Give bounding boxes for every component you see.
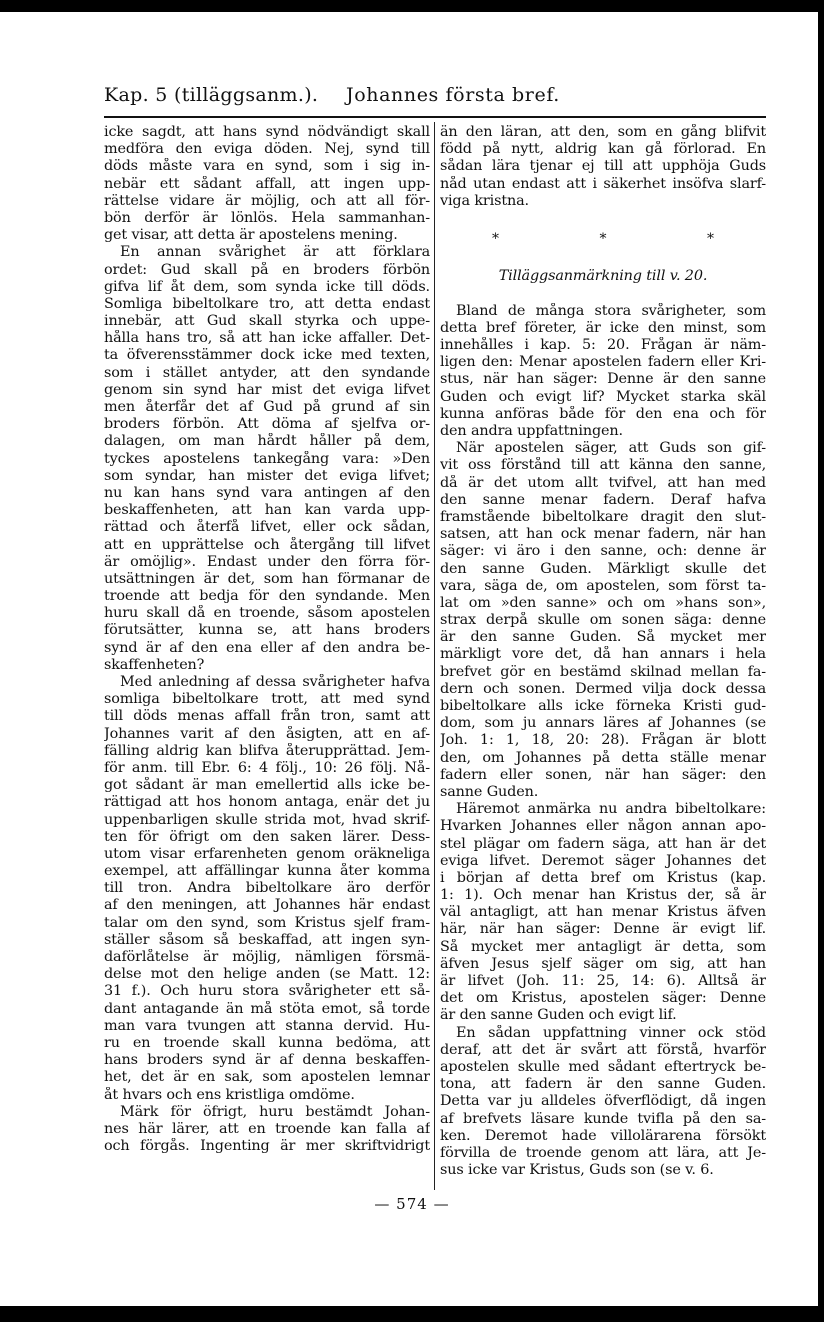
- text-line: genom sin synd har mist det eviga lifvet: [104, 381, 430, 398]
- text-line: men återfår det af Gud på grund af sin: [104, 399, 430, 415]
- text-line: märkligt vore det, då han annars i hela: [440, 646, 766, 663]
- text-line: somliga bibeltolkare trott, att med synd: [104, 691, 430, 708]
- text-line: äfven Jesus sjelf säger om sig, att han: [440, 955, 766, 972]
- text-line: att en upprättelse och återgång till lifvet: [104, 536, 430, 553]
- text-line: Hvarken Johannes eller någon annan apo-: [440, 818, 766, 835]
- text-line: rättad och återfå lifvet, eller ock sådan,: [104, 519, 430, 536]
- text-line: än den läran, att den, som en gång blifvit: [440, 124, 766, 140]
- text-line: Märk för öfrigt, huru bestämdt Johan-: [120, 1103, 430, 1120]
- right-column: [440, 124, 766, 1179]
- text-line: den andra uppfattningen.: [440, 423, 623, 439]
- text-line: Bland de många stora svårigheter, som: [456, 302, 766, 319]
- text-line: stus, när han säger: Denne är den sanne: [440, 371, 766, 388]
- text-line: medföra den eviga döden. Nej, synd till: [104, 141, 430, 158]
- text-line: exempel, att affällingar kunna åter komma: [104, 863, 430, 880]
- text-line: uppenbarligen skulle strida mot, hvad skrif-: [104, 811, 430, 828]
- text-line: apostelen skulle med sådant eftertryck be-: [440, 1058, 766, 1075]
- text-line: för anm. till Ebr. 6: 4 följ., 10: 26 följ. Nå-: [104, 759, 430, 776]
- text-line: skaffenheten?: [104, 656, 205, 673]
- text-line: här, när han säger: Denne är evigt lif.: [440, 921, 766, 938]
- text-line: dalagen, om man hårdt håller på dem,: [104, 433, 430, 450]
- text-line: got sådant är man emellertid alls icke be-: [104, 777, 430, 794]
- text-line: fälling aldrig kan blifva återupprättad. Jem-: [104, 742, 430, 759]
- header-rule: [104, 116, 766, 118]
- text-line: man vara tvungen att stanna dervid. Hu-: [104, 1017, 430, 1034]
- text-line: är den sanne Guden. Så mycket mer: [440, 629, 766, 646]
- text-line: stel plägar om fadern säga, att han är det: [440, 835, 766, 852]
- text-line: fadern eller sonen, när han säger: den: [440, 766, 766, 783]
- text-line: ordet: Gud skall på en broders förbön: [104, 261, 430, 278]
- text-line: utsättningen är det, som han förmanar de: [104, 570, 430, 587]
- text-line: Somliga bibeltolkare tro, att detta endast: [104, 295, 430, 312]
- text-line: Detta var ju alldeles öfverflödigt, då ingen: [440, 1093, 766, 1110]
- text-line: beskaffenheten, att han kan varda upp-: [104, 502, 430, 519]
- text-line: då är det utom allt tvifvel, att han med: [440, 474, 766, 491]
- column-divider: [434, 122, 435, 1190]
- text-line: utom visar erfarenheten genom oräkneliga: [104, 845, 430, 862]
- text-line: ken. Deremot hade villolärarena försökt: [440, 1127, 766, 1144]
- text-line: döds måste vara en synd, som i sig in-: [104, 158, 430, 175]
- text-line: åt hvars och ens kristliga omdöme.: [104, 1086, 355, 1103]
- text-line: En annan svårighet är att förklara: [120, 244, 430, 261]
- text-line: dom, som ju annars läres af Johannes (se: [440, 715, 766, 732]
- text-line: 31 f.). Och huru stora svårigheter ett så-: [104, 983, 430, 1000]
- text-line: ligen den: Menar apostelen fadern eller Kri-: [440, 354, 766, 371]
- text-line: gifva lif åt dem, som synda icke till döds.: [104, 278, 430, 295]
- text-line: är den sanne Guden och evigt lif.: [440, 1007, 677, 1024]
- text-line: lat om »den sanne» och om »hans son»,: [440, 594, 766, 611]
- text-line: sanne Guden.: [440, 783, 539, 800]
- text-line: af den meningen, att Johannes här endast: [104, 897, 430, 914]
- text-line: Joh. 1: 1, 18, 20: 28). Frågan är blott: [440, 732, 766, 749]
- text-line: deraf, att det är svårt att förstå, hvarför: [440, 1041, 766, 1058]
- text-line: troende att bedja för den syndande. Men: [104, 588, 430, 605]
- text-line: rättelse vidare är möjlig, och att all för-: [104, 192, 430, 209]
- text-line: väl antagligt, att han menar Kristus äfven: [440, 904, 766, 921]
- page-number: — 574 —: [374, 1195, 450, 1213]
- text-line: broders förbön. Att döma af sjelfva or-: [104, 416, 430, 433]
- text-line: tona, att fadern är den sanne Guden.: [440, 1076, 766, 1093]
- text-line: den sanne Guden. Märkligt skulle det: [440, 560, 766, 577]
- right-column-intro: [440, 124, 766, 210]
- text-line: Guden och evigt lif? Mycket starka skäl: [440, 388, 766, 405]
- scan-top-border: [0, 0, 824, 12]
- scan-right-border: [818, 12, 824, 1306]
- right-column-body: [440, 303, 766, 1180]
- text-line: född på nytt, aldrig kan gå förlorad. En: [440, 141, 766, 158]
- text-line: get visar, att detta är apostelens mening.: [104, 227, 398, 244]
- text-line: nåd utan endast att i säkerhet insöfva slarf-: [440, 175, 766, 192]
- left-column: [104, 124, 430, 1155]
- text-line: till döds menas affall från tron, samt att: [104, 708, 430, 725]
- text-line: nes här lärer, att en troende kan falla af: [104, 1120, 430, 1137]
- text-line: vit oss förstånd till att känna den sanne,: [440, 457, 766, 474]
- scan-bottom-border: [0, 1306, 824, 1322]
- text-line: het, det är en sak, som apostelen lemnar: [104, 1069, 430, 1086]
- text-line: rättigad att hos honom antaga, enär det ju: [104, 794, 430, 811]
- text-line: säger: vi äro i den sanne, och: denne är: [440, 543, 766, 560]
- text-line: Häremot anmärka nu andra bibeltolkare:: [456, 801, 766, 818]
- text-line: talar om den synd, som Kristus sjelf fram-: [104, 914, 430, 931]
- text-line: eviga lifvet. Deremot säger Johannes det: [440, 852, 766, 869]
- section-separator: * * *: [492, 231, 762, 248]
- text-line: den sanne menar fadern. Deraf hafva: [440, 491, 766, 508]
- text-line: hans broders synd är af denna beskaffen-: [104, 1052, 430, 1069]
- text-line: ta öfverensstämmer dock icke med texten,: [104, 347, 430, 364]
- text-line: nebär ett sådant affall, att ingen upp-: [104, 175, 430, 192]
- text-line: ten för öfrigt om den saken lärer. Dess-: [104, 828, 430, 845]
- text-line: sådan lära tjenar ej till att upphöja Guds: [440, 158, 766, 175]
- text-line: innebär, att Gud skall styrka och uppe-: [104, 313, 430, 330]
- text-line: den, om Johannes på detta ställe menar: [440, 749, 766, 766]
- text-line: som i stället antyder, att den syndande: [104, 364, 430, 381]
- text-line: af brefvets läsare kunde tvifla på den sa-: [440, 1110, 766, 1127]
- text-line: brefvet gör en bestämd skilnad mellan fa-: [440, 663, 766, 680]
- text-line: tyckes apostelens tankegång vara: »Den: [104, 450, 430, 467]
- text-line: 1: 1). Och menar han Kristus der, så är: [440, 887, 766, 904]
- text-line: satsen, att han ock menar fadern, när han: [440, 526, 766, 543]
- text-line: dant antagande än må stöta emot, så torde: [104, 1000, 430, 1017]
- text-line: ställer såsom så beskaffad, att ingen syn-: [104, 931, 430, 948]
- text-line: strax derpå skulle om sonen säga: denne: [440, 612, 766, 629]
- text-line: i början af detta bref om Kristus (kap.: [440, 869, 766, 886]
- text-line: sus icke var Kristus, Guds son (se v. 6.: [440, 1162, 714, 1179]
- text-line: synd är af den ena eller af den andra be-: [104, 639, 430, 656]
- section-heading: Tilläggsanmärkning till v. 20.: [498, 268, 708, 285]
- text-line: framstående bibeltolkare dragit den slut-: [440, 508, 766, 525]
- text-line: till tron. Andra bibeltolkare äro derför: [104, 880, 430, 897]
- text-line: När apostelen säger, att Guds son gif-: [456, 440, 766, 457]
- text-line: huru skall då en troende, såsom apostelen: [104, 605, 430, 622]
- text-line: är omöjlig». Endast under den förra för-: [104, 553, 430, 570]
- text-line: Med anledning af dessa svårigheter hafva: [120, 674, 430, 690]
- text-line: innehålles i kap. 5: 20. Frågan är näm-: [440, 337, 766, 354]
- text-line: Så mycket mer antagligt är detta, som: [440, 938, 766, 955]
- text-line: dern och sonen. Dermed vilja dock dessa: [440, 680, 766, 697]
- text-line: daförlåtelse är möjlig, nämligen försmä-: [104, 949, 430, 965]
- text-line: och förgås. Ingenting är mer skriftvidrigt: [104, 1138, 430, 1155]
- header-book-title: Johannes första bref.: [346, 84, 560, 106]
- text-line: detta bref företer, är icke den minst, som: [440, 319, 766, 336]
- text-line: hålla hans tro, så att han icke affaller. Det-: [104, 330, 430, 347]
- text-line: bön derför är lönlös. Hela sammanhan-: [104, 209, 430, 226]
- text-line: vara, säga de, om apostelen, som först ta-: [440, 577, 766, 594]
- text-line: ru en troende skall kunna bedöma, att: [104, 1034, 430, 1051]
- text-line: icke sagdt, att hans synd nödvändigt skall: [104, 124, 430, 140]
- text-line: Johannes varit af den åsigten, att en af-: [104, 725, 430, 742]
- text-line: är lifvet (Joh. 11: 25, 14: 6). Alltså är: [440, 973, 766, 989]
- text-line: förvilla de troende genom att lära, att Je-: [440, 1144, 766, 1161]
- text-line: En sådan uppfattning vinner ock stöd: [456, 1024, 766, 1041]
- text-line: kunna anföras både för den ena och för: [440, 405, 766, 422]
- text-line: viga kristna.: [440, 192, 529, 209]
- header-chapter: Kap. 5 (tilläggsanm.).: [104, 84, 319, 106]
- text-line: bibeltolkare alls icke förneka Kristi gud-: [440, 698, 766, 714]
- running-header: [104, 84, 764, 114]
- text-line: som syndar, han mister det eviga lifvet;: [104, 467, 430, 484]
- text-line: nu kan hans synd vara antingen af den: [104, 484, 430, 501]
- text-line: delse mot den helige anden (se Matt. 12:: [104, 966, 430, 983]
- text-line: förutsätter, kunna se, att hans broders: [104, 622, 430, 639]
- text-line: det om Kristus, apostelen säger: Denne: [440, 990, 766, 1007]
